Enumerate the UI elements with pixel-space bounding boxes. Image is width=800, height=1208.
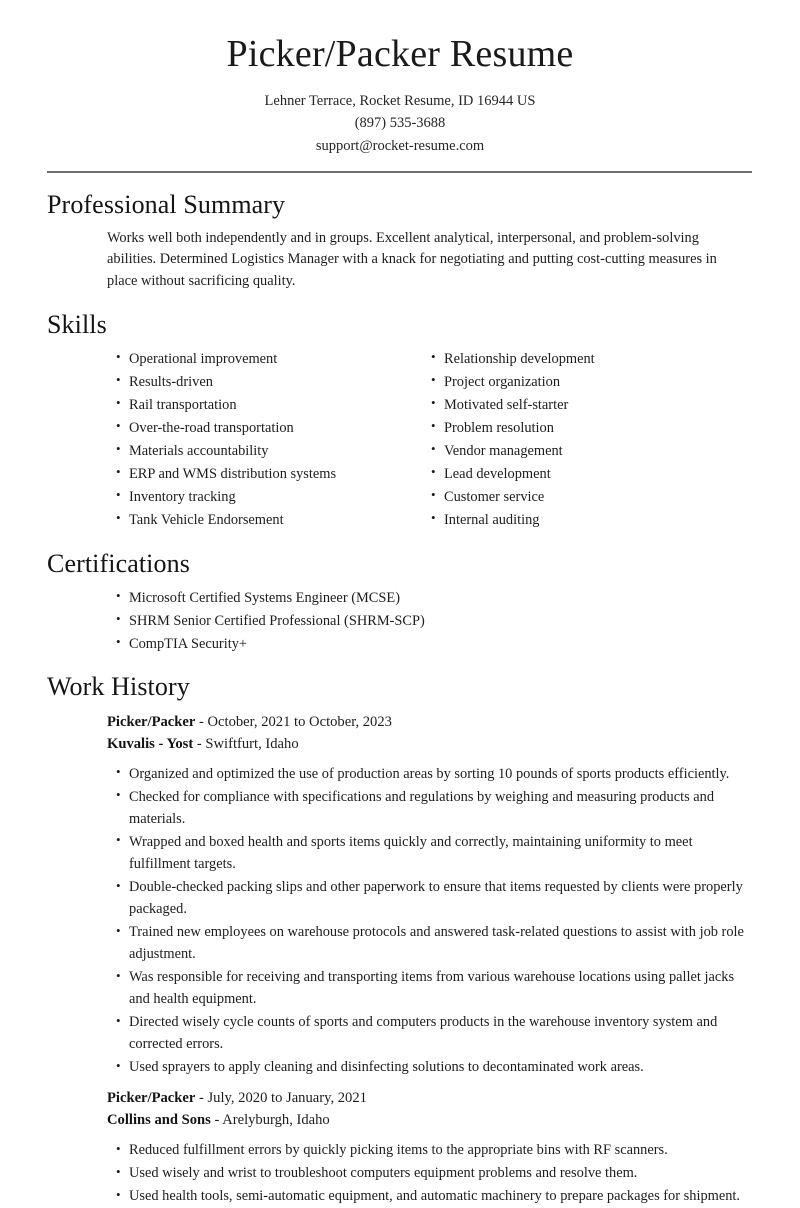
list-item: • SHRM Senior Certified Professional (SHRM-SCP)	[129, 610, 753, 632]
section-heading-skills: Skills	[47, 310, 107, 340]
section-heading-certifications: Certifications	[47, 549, 190, 579]
list-item: • Used sprayers to apply cleaning and disinfecting solutions to decontaminated work areas.	[129, 1056, 753, 1078]
summary-text: Works well both independently and in groups. Excellent analytical, interpersonal, and problem-solving abilities. Determined Logistics Manager with a knack for negotiating and putting cost-cutting measures in place without sacrificing quality.	[107, 229, 717, 290]
list-item: • Tank Vehicle Endorsement	[129, 509, 422, 531]
page-title: Picker/Packer Resume	[226, 33, 574, 75]
list-item: • Wrapped and boxed health and sports items quickly and correctly, maintaining uniformity to meet fulfillment targets.	[129, 831, 753, 875]
list-item: • Was responsible for receiving and transporting items from various warehouse locations using pallet jacks and health equipment.	[129, 966, 753, 1010]
list-item: • Organized and optimized the use of production areas by sorting 10 pounds of sports products efficiently.	[129, 763, 753, 785]
list-item: • Problem resolution	[444, 417, 737, 439]
list-item: • Double-checked packing slips and other paperwork to ensure that items requested by clients were properly packaged.	[129, 876, 753, 920]
contact-block	[47, 90, 753, 157]
list-item: • Inventory tracking	[129, 486, 422, 508]
list-item: • Materials accountability	[129, 440, 422, 462]
list-item: • Motivated self-starter	[444, 394, 737, 416]
list-item: • Results-driven	[129, 371, 422, 393]
skills-column-right	[422, 346, 737, 532]
work-history-entry	[107, 712, 753, 1078]
work-history-body	[47, 712, 753, 1207]
skills-list-right	[422, 348, 737, 531]
skills-column-left	[107, 346, 422, 532]
list-item: • Operational improvement	[129, 348, 422, 370]
list-item: • Over-the-road transportation	[129, 417, 422, 439]
contact-phone: (897) 535-3688	[354, 115, 446, 132]
job-dates: - July, 2020 to January, 2021	[195, 1090, 367, 1107]
list-item: • Trained new employees on warehouse protocols and answered task-related questions to assist with job role adjustment.	[129, 921, 753, 965]
job-location: - Arelyburgh, Idaho	[210, 1112, 330, 1129]
summary-body	[47, 228, 753, 294]
list-item: • Rail transportation	[129, 394, 422, 416]
section-heading-summary: Professional Summary	[47, 190, 286, 220]
job-bullets	[107, 763, 753, 1078]
contact-address: Lehner Terrace, Rocket Resume, ID 16944 US	[264, 92, 536, 109]
list-item: • Vendor management	[444, 440, 737, 462]
list-item: • Internal auditing	[444, 509, 737, 531]
list-item: • Microsoft Certified Systems Engineer (MCSE)	[129, 587, 753, 609]
section-work-history	[47, 671, 753, 1208]
list-item: • Relationship development	[444, 348, 737, 370]
job-location: - Swiftfurt, Idaho	[193, 736, 299, 752]
job-bullets	[107, 1139, 753, 1207]
job-role: Picker/Packer - October, 2021 to October, 2023	[107, 714, 392, 731]
list-item: • CompTIA Security+	[129, 633, 753, 655]
list-item: • ERP and WMS distribution systems	[129, 463, 422, 485]
header-divider	[47, 171, 752, 173]
section-skills	[47, 309, 753, 532]
job-employer: Kuvalis - Yost - Swiftfurt, Idaho	[107, 736, 299, 752]
section-certifications	[47, 548, 753, 655]
list-item: • Used wisely and wrist to troubleshoot computers equipment problems and resolve them.	[129, 1162, 753, 1184]
list-item: • Customer service	[444, 486, 737, 508]
job-dates: - October, 2021 to October, 2023	[195, 714, 392, 731]
skills-columns	[47, 346, 753, 532]
job-employer: Collins and Sons - Arelyburgh, Idaho	[107, 1112, 330, 1129]
certifications-list	[107, 587, 753, 655]
list-item: • Used health tools, semi-automatic equipment, and automatic machinery to prepare packages for shipment.	[129, 1185, 753, 1207]
list-item: • Directed wisely cycle counts of sports and computers products in the warehouse inventory system and corrected errors.	[129, 1011, 753, 1055]
job-role: Picker/Packer - July, 2020 to January, 2021	[107, 1090, 367, 1107]
certifications-body	[47, 587, 753, 655]
section-professional-summary	[47, 189, 753, 293]
skills-list-left	[107, 348, 422, 531]
contact-email: support@rocket-resume.com	[315, 137, 485, 154]
list-item: • Lead development	[444, 463, 737, 485]
list-item: • Project organization	[444, 371, 737, 393]
work-history-entry	[107, 1088, 753, 1207]
list-item: • Reduced fulfillment errors by quickly picking items to the appropriate bins with RF scanners.	[129, 1139, 753, 1161]
section-heading-work-history: Work History	[47, 671, 190, 701]
list-item: • Checked for compliance with specifications and regulations by weighing and measuring products and materials.	[129, 786, 753, 830]
